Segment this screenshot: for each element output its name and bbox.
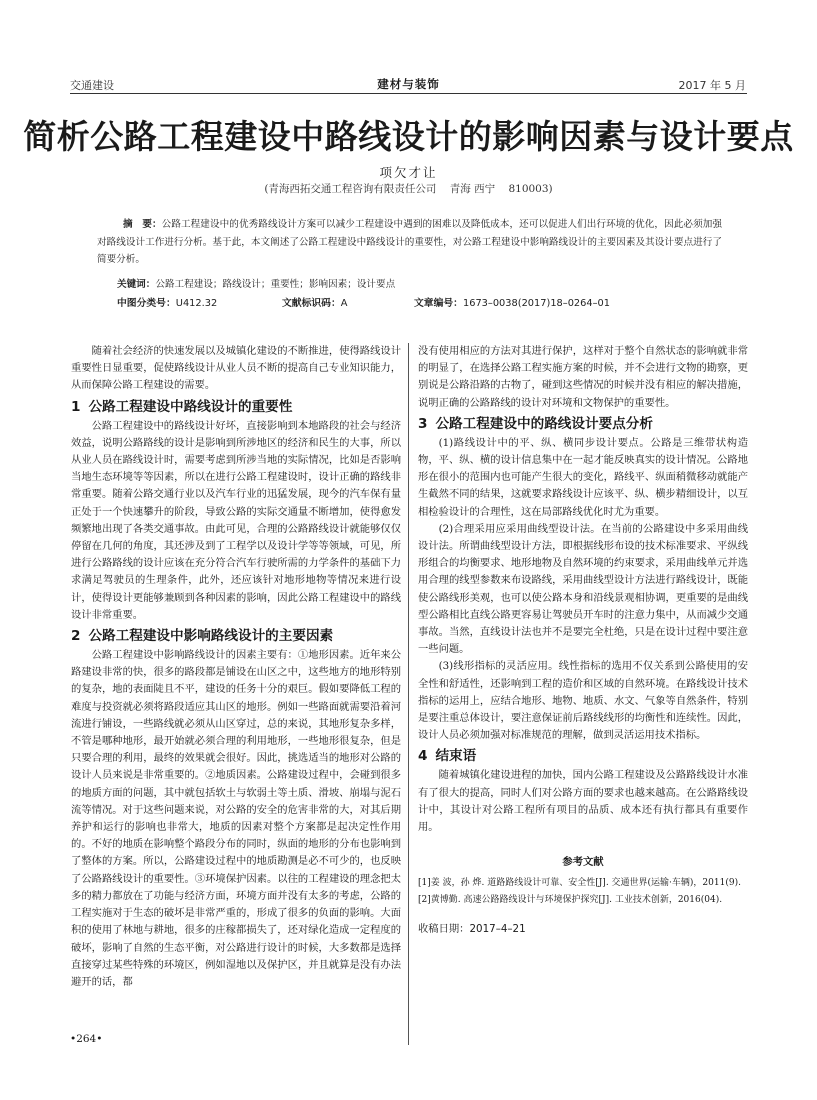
section-3-heading: [418, 415, 748, 433]
keywords-text: 公路工程建设；路线设计；重要性；影响因素；设计要点: [155, 279, 396, 290]
clc-label: 中图分类号：: [117, 298, 176, 309]
reference-item: [1]姜 波，孙 烨. 道路路线设计可靠、安全性[J]. 交通世界(运输·车辆)，2011(9).: [418, 878, 741, 889]
section-3-paragraph-2: (2)合理采用应采用曲线型设计法。在当前的公路建设中多采用曲线设计法。所谓曲线型设计方法，即根据线形布设的技术标准要求、平纵线形组合的均衡要求、地形地物及自然环境的约束要求，采用曲线单元并选用合理的线型参数来布设路线，采用曲线型设计方法进行路线设计，既能使公路线形美观，也可以使公路本身和沿线景观相协调，更重要的是曲线型公路相比直线公路更容易让驾驶员开车时的注意力集中，从而减少交通事故。当然，直线设计法也并不是要完全杜绝，只是在设计过程中要注意一些问题。: [418, 522, 748, 656]
section-1-paragraph: 公路工程建设中的路线设计好坏，直接影响到本地路段的社会与经济效益，说明公路路线的设计是影响到所涉地区的经济和民生的大事，所以从业人员在路线设计时，需要考虑到所涉当地的实际情况，比如是否影响当地生态环境等等因素，所以在进行公路工程建设时，设计正确的路线非常重要。随着公路交通行业以及汽车行业的迅猛发展，现今的汽车保有量正处于一个快速攀升的阶段，导致公路的实际交通量不断增加，使得愈发频繁地出现了各类交通事故。由此可见，合理的公路路线设计就能够仅仅停留在几何的角度，其还涉及到了工程学以及设计学等等领域，可见，所进行公路路线的设计应该在充分符合汽车行驶所需的力学条件的基础下力求满足驾驶员的生理条件，此外，还应该针对地形地物等情况来进行设计，使得设计更能够兼顾到各种因素的影响，因此公路工程建设中的路线设计非常重要。: [71, 419, 401, 621]
abstract-text: 公路工程建设中的优秀路线设计方案可以减少工程建设中遇到的困难以及降低成本，还可以促进人们出行环境的优化，因此必须加强对路线设计工作进行分析。基于此，本文阐述了公路工程建设中路线设计的重要性，对公路工程建设中影响路线设计的主要因素及其设计要点进行了简要分析。: [97, 219, 723, 265]
intro-paragraph: 随着社会经济的快速发展以及城镇化建设的不断推进，使得路线设计重要性日显重要，促使路线设计从业人员不断的提高自己专业知识能力，从而保障公路工程建设的需要。: [71, 345, 401, 392]
keywords: [117, 276, 717, 290]
journal-section: 交通建设: [70, 79, 114, 92]
header-rule: [70, 93, 747, 94]
section-3-paragraph-1: (1)路线设计中的平、纵、横同步设计要点。公路是三维带状构造物，平、纵、横的设计信息集中在一起才能反映真实的设计情况。公路地形在很小的范围内也可能产生很大的变化，路线平、纵面稍微移动就能产生截然不同的结果，这就要求路线设计应该平、纵、横步精细设计，以互相检验设计的合理性，这在局部路线优化时尤为重要。: [418, 436, 748, 518]
section-3-title: 公路工程建设中的路线设计要点分析: [435, 415, 653, 432]
section-3-number: 3: [418, 415, 428, 432]
section-3-paragraph-3: (3)线形指标的灵活应用。线性指标的选用不仅关系到公路使用的安全性和舒适性，还影响到工程的造价和区域的自然环境。在路线设计技术指标的运用上，应结合地形、地物、地质、水文、气象等自然条件，特别是要注重总体设计，要注意保证前后路线线形的均衡性和连续性。因此，设计人员必须加强对标准规范的理解，做到灵活运用技术指标。: [418, 660, 748, 742]
section-2-number: 2: [71, 628, 81, 645]
section-4-heading: [418, 747, 748, 765]
left-column: [71, 343, 401, 991]
abstract-label: 摘 要：: [123, 219, 162, 230]
received-date: 收稿日期：2017–4–21: [418, 923, 526, 936]
journal-name: 建材与装饰: [377, 77, 440, 91]
section-4-paragraph: 随着城镇化建设进程的加快，国内公路工程建设及公路路线设计水准有了很大的提高，同时人们对公路方面的要求也越来越高。在公路路线设计中，其设计对公路工程所有项目的品质、成本还有执行都具有重要作用。: [418, 769, 748, 834]
issue-date: 2017 年 5 月: [678, 79, 746, 92]
article-author: 项欠才让: [379, 165, 438, 180]
article-title: 简析公路工程建设中路线设计的影响因素与设计要点: [23, 117, 794, 156]
abstract: [97, 216, 722, 269]
keywords-label: 关键词：: [117, 279, 156, 290]
section-2-title: 公路工程建设中影响路线设计的主要因素: [88, 628, 334, 645]
page-number: •264•: [70, 1033, 103, 1045]
article-number-label: 文章编号：: [414, 298, 463, 309]
section-2-paragraph: 公路工程建设中影响路线设计的因素主要有：①地形因素。近年来公路建设非常的快，很多的路段都是铺设在山区之中，这些地方的地形特别的复杂，地的表面陡且不平，建设的任务十分的艰巨。假如要降低工程的难度与投资就必须将路段适应其山区的地形。例如一些路面就需要沿着河流进行铺设，一些路线就必须从山区穿过，总的来说，其地形复杂多样，不管是哪种地形，最开始就必须合理的利用地形，一些地形很复杂，但是只要合理的利用，最终的效果就会很好。因此，挑选适当的地形对公路的设计人员来说是非常重要的。②地质因素。公路建设过程中，会碰到很多的地质方面的问题，其中就包括软土与软弱土等土质、滑坡、崩塌与泥石流等情况。对于这些问题来说，对公路的安全的危害非常的大，对其后期养护和运行的影响也非常大，地质的因素对整个方案都是起决定性作用的。不好的地质在影响整个路段分布的同时，纵面的地形的分布也影响到了整体的方案。所以，公路建设过程中的地质勘测是必不可少的，也反映了公路路线设计的重要性。③环境保护因素。以往的工程建设的理念把太多的精力都放在了功能与经济方面，环境方面并没有太多的考虑，公路的工程实施对于生态的破坏是非常严重的，形成了很多的负面的影响。大面积的使用了林地与耕地，很多的庄稼都损失了，还对绿化造成一定程度的破坏，影响了自然的生态平衡，对公路进行设计的时候，大多数都是选择直接穿过某些特殊的环境区，例如湿地以及保护区，并且就算是没有办法避开的话，都: [71, 649, 401, 988]
section-2-heading: [71, 627, 401, 645]
section-1-number: 1: [71, 398, 81, 415]
references-title: 参考文献: [562, 856, 604, 869]
column-divider: [408, 343, 409, 1045]
section-4-title: 结束语: [435, 748, 477, 765]
article-affiliation: (青海西拓交通工程咨询有限责任公司 青海 西宁 810003): [264, 183, 553, 195]
article-number-value: 1673–0038(2017)18–0264–01: [462, 298, 610, 309]
section-4-number: 4: [418, 748, 428, 765]
article-number: [414, 295, 610, 309]
clc-value: U412.32: [175, 298, 218, 309]
section-1-heading: [71, 398, 401, 416]
document-code-label: 文献标识码：: [282, 298, 341, 309]
right-column: [418, 343, 748, 939]
clc-number: [117, 295, 217, 309]
document-code-value: A: [340, 298, 348, 309]
section-1-title: 公路工程建设中路线设计的重要性: [88, 398, 293, 415]
section-2-continuation: 没有使用相应的方法对其进行保护，这样对于整个自然状态的影响就非常的明显了，在选择公路工程实施方案的时候，并不会进行文物的勘察，更别说是公路沿路的古物了，碰到这些情况的时候并没有相应的解决措施，说明正确的公路路线的设计对环境和文物保护的重要性。: [418, 345, 748, 409]
document-code: [282, 295, 347, 309]
reference-item: [2]黄博勤. 高速公路路线设计与环境保护探究[J]. 工业技术创新，2016(04).: [418, 895, 723, 906]
